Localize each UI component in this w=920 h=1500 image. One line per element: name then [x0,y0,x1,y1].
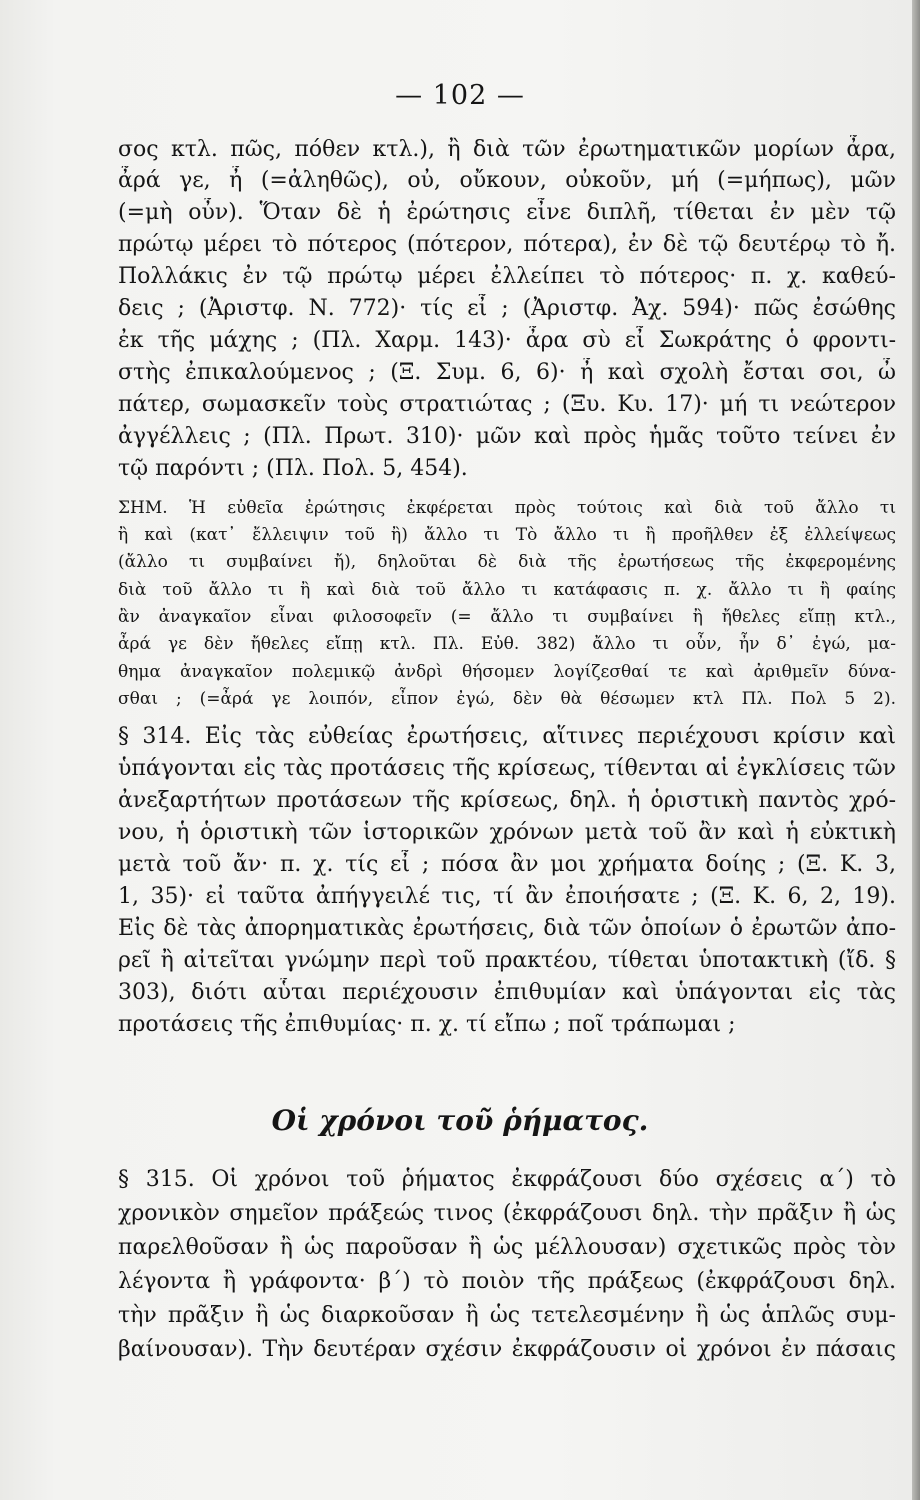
text-line: μετὰ τοῦ ἄν· π. χ. τίς εἶ ; πόσα ἂν μοι χρήματα δοίης ; (Ξ. Κ. 3, [118,852,896,877]
page-number: — 102 — [395,80,525,111]
text-line: παρελθοῦσαν ἢ ὡς παροῦσαν ἢ ὡς μέλλουσαν) σχετικῶς πρὸς τὸν [118,1235,896,1260]
text-line: προτάσεις τῆς ἐπιθυμίας· π. χ. τί εἴπω ; ποῖ τράπωμαι ; [118,1012,736,1037]
note-line: θημα ἀναγκαῖον πολεμικῷ ἀνδρὶ θήσομεν λογίζεσθαί τε καὶ ἀριθμεῖν δύνα- [118,662,896,682]
text-line: (=μὴ οὖν). Ὅταν δὲ ἡ ἐρώτησις εἶνε διπλῆ, τίθεται ἐν μὲν τῷ [118,200,896,225]
text-line: § 315. Οἱ χρόνοι τοῦ ῥήματος ἐκφράζουσι δύο σχέσεις α΄) τὸ [118,1167,896,1192]
text-line: τὴν πρᾶξιν ἢ ὡς διαρκοῦσαν ἢ ὡς τετελεσμένην ἢ ὡς ἁπλῶς συμ- [118,1303,896,1328]
text-line: λέγοντα ἢ γράφοντα· β΄) τὸ ποιὸν τῆς πράξεως (ἐκφράζουσι δηλ. [118,1269,896,1294]
text-line: πάτερ, σωμασκεῖν τοὺς στρατιώτας ; (Ξυ. Κυ. 17)· μή τι νεώτερον [118,392,896,417]
text-line: ἆρά γε, ἦ (=ἀληθῶς), οὐ, οὔκουν, οὐκοῦν, μή (=μήπως), μῶν [118,168,896,193]
page-edge-shadow [912,0,920,1500]
text-line: Εἰς δὲ τὰς ἀπορηματικὰς ἐρωτήσεις, διὰ τῶν ὁποίων ὁ ἐρωτῶν ἀπο- [118,916,896,941]
text-line: ρεῖ ἢ αἰτεῖται γνώμην περὶ τοῦ πρακτέου, τίθεται ὑποτακτικὴ (ἴδ. § [118,948,896,973]
text-line: πρώτῳ μέρει τὸ πότερος (πότερον, πότερα), ἐν δὲ τῷ δευτέρῳ τὸ ἤ. [118,232,896,257]
text-line: ἀνεξαρτήτων προτάσεων τῆς κρίσεως, δηλ. ἡ ὁριστικὴ παντὸς χρό- [118,788,896,813]
text-line: ἐκ τῆς μάχης ; (Πλ. Χαρμ. 143)· ἆρα σὺ εἶ Σωκράτης ὁ φροντι- [118,328,896,353]
note-line: διὰ τοῦ ἄλλο τι ἢ καὶ διὰ τοῦ ἄλλο τι κατάφασις π. χ. ἄλλο τι ἢ φαίης [118,580,896,600]
note-line: σθαι ; (=ἆρά γε λοιπόν, εἶπον ἐγώ, δὲν θὰ θέσωμεν κτλ Πλ. Πολ 5 2). [118,689,896,709]
text-line: βαίνουσαν). Τὴν δευτέραν σχέσιν ἐκφράζουσιν οἱ χρόνοι ἐν πάσαις [118,1337,896,1362]
text-line: στὴς ἐπικαλούμενος ; (Ξ. Συμ. 6, 6)· ἦ καὶ σχολὴ ἔσται σοι, ὦ [118,360,896,385]
text-line: ὑπάγονται εἰς τὰς προτάσεις τῆς κρίσεως, τίθενται αἱ ἐγκλίσεις τῶν [118,756,896,781]
note-line: ἆρά γε δὲν ἤθελες εἴπῃ κτλ. Πλ. Εὐθ. 382) ἄλλο τι οὖν, ἦν δ᾿ ἐγώ, μα- [118,634,896,654]
text-line: τῷ παρόντι ; (Πλ. Πολ. 5, 454). [118,456,468,481]
text-line: νου, ἡ ὁριστικὴ τῶν ἱστορικῶν χρόνων μετὰ τοῦ ἂν καὶ ἡ εὐκτικὴ [118,820,896,845]
text-line: § 314. Εἰς τὰς εὐθείας ἐρωτήσεις, αἵτινες περιέχουσι κρίσιν καὶ [118,724,896,749]
text-line: ἀγγέλλεις ; (Πλ. Πρωτ. 310)· μῶν καὶ πρὸς ἡμᾶς τοῦτο τείνει ἐν [118,424,896,449]
note-line: ἢ καὶ (κατ᾿ ἔλλειψιν τοῦ ἢ) ἄλλο τι Τὸ ἄλλο τι ἢ προῆλθεν ἐξ ἐλλείψεως [118,525,896,545]
note-line: (ἄλλο τι συμβαίνει ἤ), δηλοῦται δὲ διὰ τῆς ἐρωτήσεως τῆς ἐκφερομένης [118,552,896,572]
text-line: σος κτλ. πῶς, πόθεν κτλ.), ἢ διὰ τῶν ἐρωτηματικῶν μορίων ἆρα, [118,137,896,162]
text-line: Πολλάκις ἐν τῷ πρώτῳ μέρει ἐλλείπει τὸ πότερος· π. χ. καθεύ- [118,264,896,289]
note-line: ΣΗΜ. Ἡ εὐθεῖα ἐρώτησις ἐκφέρεται πρὸς τούτοις καὶ διὰ τοῦ ἄλλο τι [118,498,896,518]
text-line: 1, 35)· εἰ ταῦτα ἀπήγγειλέ τις, τί ἂν ἐποιήσατε ; (Ξ. Κ. 6, 2, 19). [118,884,896,909]
text-line: δεις ; (Ἀριστφ. Ν. 772)· τίς εἶ ; (Ἀριστφ. Ἀχ. 594)· πῶς ἐσώθης [118,296,896,321]
section-heading: Οἱ χρόνοι τοῦ ῥήματος. [271,1104,649,1137]
text-line: χρονικὸν σημεῖον πράξεώς τινος (ἐκφράζουσι δηλ. τὴν πρᾶξιν ἢ ὡς [118,1201,896,1226]
text-line: 303), διότι αὗται περιέχουσιν ἐπιθυμίαν καὶ ὑπάγονται εἰς τὰς [118,980,896,1005]
note-line: ἂν ἀναγκαῖον εἶναι φιλοσοφεῖν (= ἄλλο τι συμβαίνει ἢ ἤθελες εἴπῃ κτλ., [118,607,896,627]
